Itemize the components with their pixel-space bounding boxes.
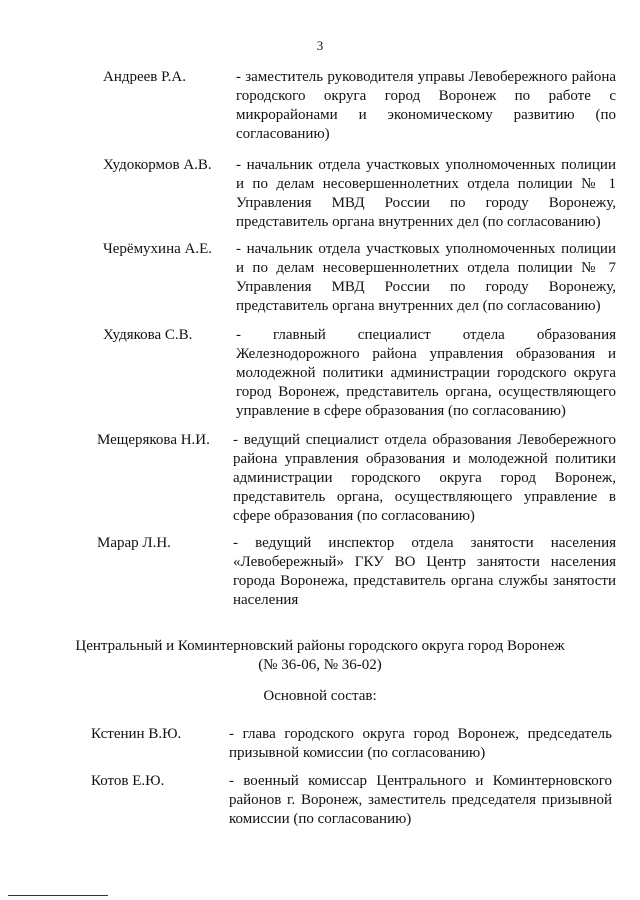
member-name: Марар Л.Н. bbox=[97, 535, 171, 551]
section-title-line2: (№ 36-06, № 36-02) bbox=[258, 657, 382, 673]
member-name: Мещерякова Н.И. bbox=[97, 432, 210, 448]
member-entry-andreev bbox=[0, 68, 640, 148]
page-number: 3 bbox=[316, 38, 324, 53]
member-role: - заместитель руководителя управы Левобережного района городского округа город Воронеж по работе с микрорайонами и экономическому развитию (по согласованию) bbox=[236, 69, 616, 142]
member-name: Черёмухина А.Е. bbox=[103, 241, 213, 257]
member-name: Котов Е.Ю. bbox=[91, 773, 165, 789]
member-entry-kstenin bbox=[0, 725, 640, 765]
member-role: - ведущий специалист отдела образования Левобережного района управления образования и молодежной политики администрации городского округа город Воронеж, представитель органа, осуществляющего управление в сфере образования (по согласованию) bbox=[233, 432, 616, 524]
member-role: - глава городского округа город Воронеж, председатель призывной комиссии (по согласованию) bbox=[229, 726, 612, 761]
member-entry-khudyakova bbox=[0, 326, 640, 426]
footnote-divider bbox=[8, 895, 108, 896]
member-role: - главный специалист отдела образования Железнодорожного района управления образования и молодежной политики администрации городского округа город Воронеж, представитель органа, осуществляющего управление в сфере образования (по согласованию) bbox=[236, 327, 616, 419]
member-entry-kotov bbox=[0, 772, 640, 832]
subsection-title: Основной состав: bbox=[263, 688, 377, 704]
member-entry-meshcheryakova bbox=[0, 431, 640, 531]
member-name: Кстенин В.Ю. bbox=[91, 726, 182, 742]
member-role: - ведущий инспектор отдела занятости населения «Левобережный» ГКУ ВО Центр занятости населения города Воронежа, представитель органа службы занятости населения bbox=[233, 535, 616, 608]
member-role: - военный комиссар Центрального и Коминтерновского районов г. Воронеж, заместитель председателя призывной комиссии (по согласованию) bbox=[229, 773, 612, 827]
member-entry-cheremukhina bbox=[0, 240, 640, 320]
member-name: Андреев Р.А. bbox=[103, 69, 186, 85]
member-name: Худокормов А.В. bbox=[103, 157, 212, 173]
member-role: - начальник отдела участковых уполномоченных полиции и по делам несовершеннолетних отдела полиции № 1 Управления МВД России по городу Воронежу, представитель органа внутренних дел (по согласованию) bbox=[236, 157, 616, 230]
section-title-line1: Центральный и Коминтерновский районы городского округа город Воронеж bbox=[75, 638, 565, 654]
member-entry-khudokormov bbox=[0, 156, 640, 236]
member-role: - начальник отдела участковых уполномоченных полиции и по делам несовершеннолетних отдела полиции № 7 Управления МВД России по городу Воронежу, представитель органа внутренних дел (по согласованию) bbox=[236, 241, 616, 314]
member-name: Худякова С.В. bbox=[103, 327, 193, 343]
member-entry-marar bbox=[0, 534, 640, 614]
